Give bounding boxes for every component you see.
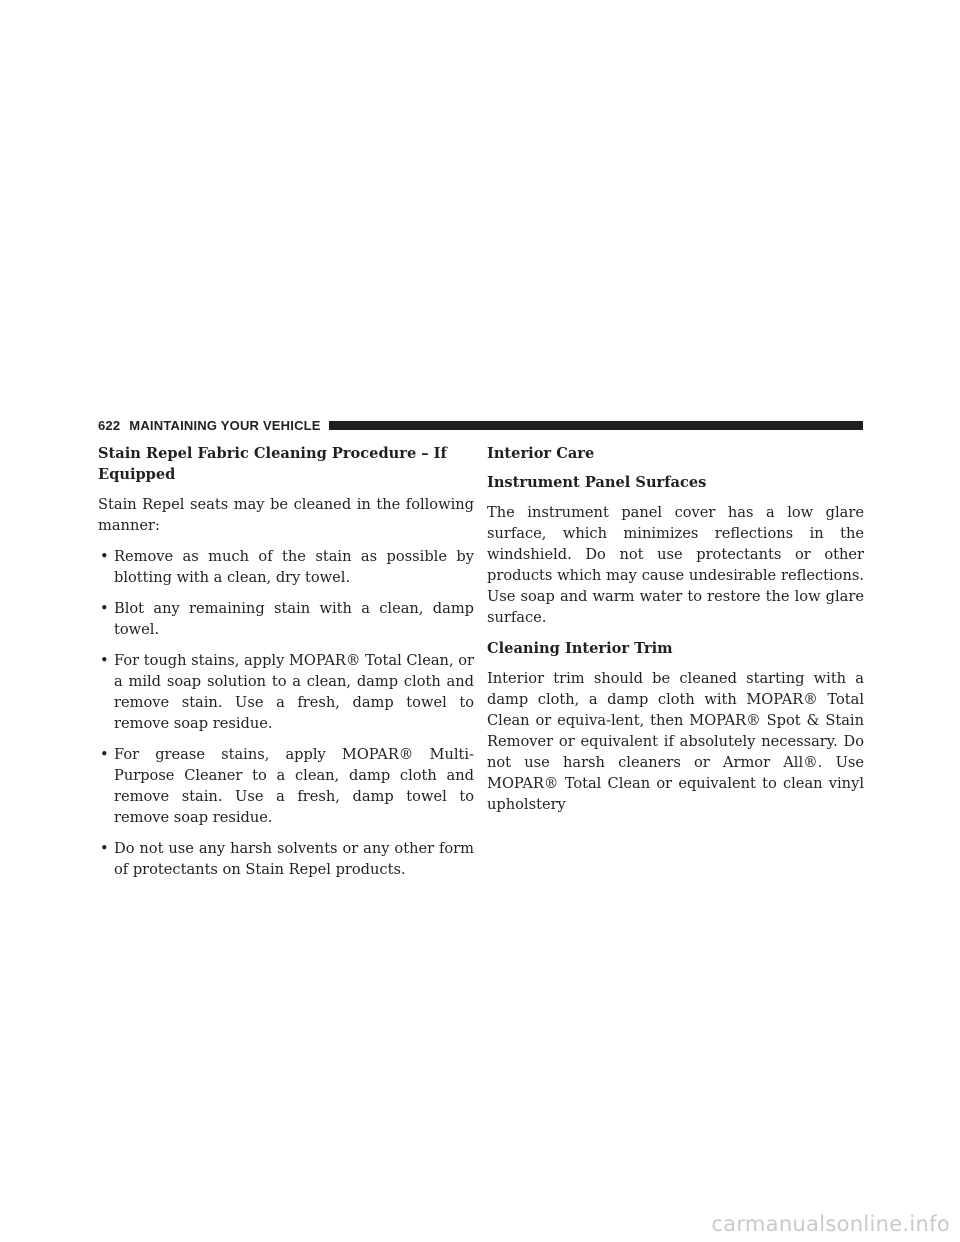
- section-title: MAINTAINING YOUR VEHICLE: [129, 417, 321, 433]
- stain-repel-intro: Stain Repel seats may be cleaned in the following manner:: [98, 496, 474, 534]
- bullet-icon: •: [100, 600, 109, 617]
- page-number: 622: [98, 417, 121, 433]
- list-item: [98, 838, 474, 880]
- list-item-text: Blot any remaining stain with a clean, damp towel.: [114, 600, 474, 638]
- list-item-text: For tough stains, apply MOPAR® Total Clean, or a mild soap solution to a clean, damp cloth and remove stain. Use a fresh, damp towel to remove soap residue.: [114, 652, 474, 732]
- instrument-panel-subheading: Instrument Panel Surfaces: [487, 474, 707, 491]
- bullet-icon: •: [100, 746, 109, 763]
- cleaning-trim-paragraph: Interior trim should be cleaned starting with a damp cloth, a damp cloth with MOPAR® Total Clean or equiva-lent, then MOPAR® Spot & Stain Remover or equivalent if absolutely necessary. Do not use harsh cleaners or Armor All®. Use MOPAR® Total Clean or equivalent to clean vinyl upholstery: [487, 670, 864, 813]
- bullet-icon: •: [100, 652, 109, 669]
- list-item-text: Remove as much of the stain as possible by blotting with a clean, dry towel.: [114, 548, 474, 586]
- stain-repel-heading: Stain Repel Fabric Cleaning Procedure – If Equipped: [98, 445, 447, 483]
- list-item: [98, 744, 474, 828]
- list-item-text: Do not use any harsh solvents or any other form of protectants on Stain Repel products.: [114, 840, 474, 878]
- interior-care-heading: Interior Care: [487, 445, 595, 462]
- list-item: [98, 598, 474, 640]
- list-item: [98, 546, 474, 588]
- header-rule: [329, 421, 863, 430]
- bullet-icon: •: [100, 840, 109, 857]
- stain-repel-bullet-list: [98, 546, 474, 880]
- list-item-text: For grease stains, apply MOPAR® Multi-Purpose Cleaner to a clean, damp cloth and remove stain. Use a fresh, damp towel to remove soap residue.: [114, 746, 474, 826]
- bullet-icon: •: [100, 548, 109, 565]
- cleaning-trim-subheading: Cleaning Interior Trim: [487, 640, 673, 657]
- watermark: carmanualsonline.info: [711, 1212, 950, 1236]
- left-column: [98, 443, 474, 890]
- instrument-panel-paragraph: The instrument panel cover has a low glare surface, which minimizes reflections in the windshield. Do not use protectants or other products which may cause undesirable reflections. Use soap and warm water to restore the low glare surface.: [487, 504, 864, 626]
- right-column: [487, 443, 864, 825]
- page-header: [98, 417, 863, 433]
- list-item: [98, 650, 474, 734]
